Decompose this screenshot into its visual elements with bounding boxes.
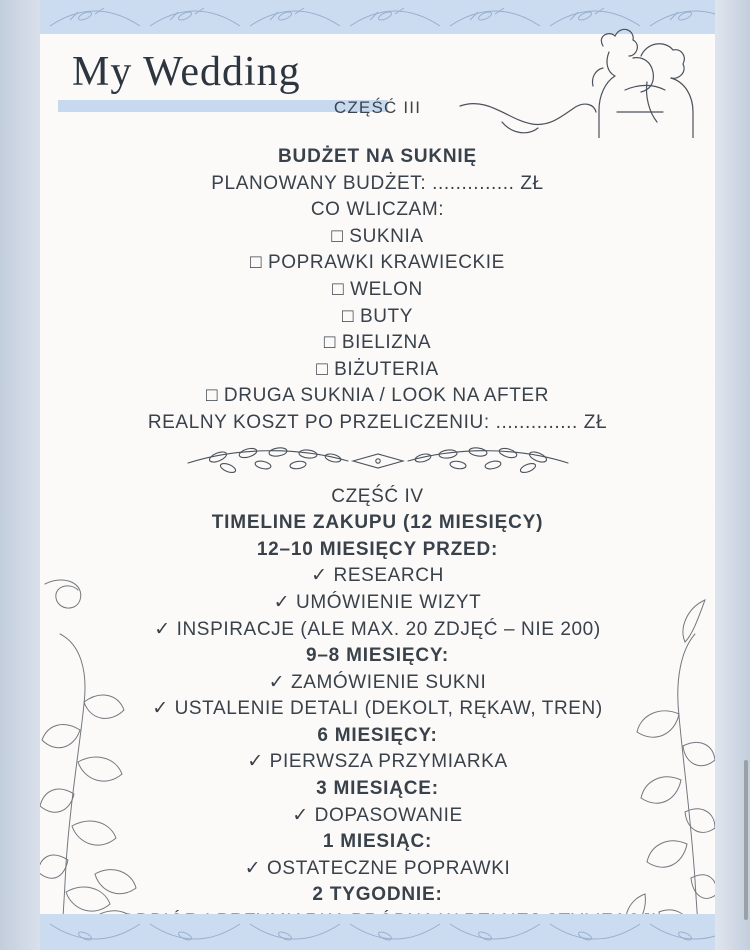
real-cost-line: REALNY KOSZT PO PRZELICZENIU: .............. ZŁ <box>147 411 608 433</box>
floral-divider-icon <box>178 443 578 477</box>
timeline-heading: TIMELINE ZAKUPU (12 MIESIĘCY) <box>211 512 544 534</box>
timeline-item-pierwsza-przymiarka[interactable]: ✓ PIERWSZA PRZYMIARKA <box>247 751 508 773</box>
budget-item-suknia[interactable]: □ SUKNIA <box>331 225 424 247</box>
timeline-group-label-5: 1 MIESIĄC: <box>322 831 433 853</box>
timeline-item-inspiracje[interactable]: ✓ INSPIRACJE (ALE MAX. 20 ZDJĘĆ – NIE 200) <box>154 618 601 640</box>
timeline-group-label-1: 12–10 MIESIĘCY PRZED: <box>256 538 499 560</box>
page-title: My Wedding <box>72 49 301 95</box>
botanical-left-icon <box>40 574 190 950</box>
screen-edge-left <box>0 0 40 950</box>
timeline-item-ostateczne-poprawki[interactable]: ✓ OSTATECZNE POPRAWKI <box>244 857 511 879</box>
timeline-item-dopasowanie[interactable]: ✓ DOPASOWANIE <box>292 804 463 826</box>
swirl-divider-icon <box>458 94 598 144</box>
budget-item-druga-suknia[interactable]: □ DRUGA SUKNIA / LOOK NA AFTER <box>205 385 550 407</box>
timeline-group-label-2: 9–8 MIESIĘCY: <box>305 645 450 667</box>
timeline-item-umowienie-wizyt[interactable]: ✓ UMÓWIENIE WIZYT <box>273 591 482 613</box>
part-label-three: CZĘŚĆ III <box>333 98 422 117</box>
wedding-planner-page <box>40 0 715 950</box>
timeline-group-label-3: 6 MIESIĘCY: <box>317 724 438 746</box>
budget-item-buty[interactable]: □ BUTY <box>341 305 414 327</box>
budget-item-poprawki[interactable]: □ POPRAWKI KRAWIECKIE <box>250 252 505 274</box>
timeline-item-ustalenie-detali[interactable]: ✓ USTALENIE DETALI (DEKOLT, RĘKAW, TREN) <box>152 698 603 720</box>
budget-heading: BUDŻET NA SUKNIĘ <box>278 146 477 167</box>
botanical-right-icon <box>575 594 715 950</box>
part-label-four: CZĘŚĆ IV <box>331 485 424 507</box>
bottom-decorative-band <box>40 914 715 950</box>
timeline-group-label-4: 3 MIESIĄCE: <box>316 778 439 800</box>
band-foliage-bottom-icon <box>40 914 715 950</box>
budget-item-welon[interactable]: □ WELON <box>332 278 423 300</box>
timeline-item-research[interactable]: ✓ RESEARCH <box>311 565 444 587</box>
planned-budget-line: PLANOWANY BUDŻET: .............. ZŁ <box>211 172 544 194</box>
budget-item-bielizna[interactable]: □ BIELIZNA <box>323 332 432 354</box>
page-content <box>40 34 715 914</box>
timeline-group-label-6: 2 TYGODNIE: <box>312 884 443 906</box>
budget-item-bizuteria[interactable]: □ BIŻUTERIA <box>316 358 439 380</box>
vertical-scrollbar[interactable] <box>744 760 748 920</box>
includes-label: CO WLICZAM: <box>310 199 445 221</box>
timeline-item-zamowienie-sukni[interactable]: ✓ ZAMÓWIENIE SUKNI <box>268 671 487 693</box>
